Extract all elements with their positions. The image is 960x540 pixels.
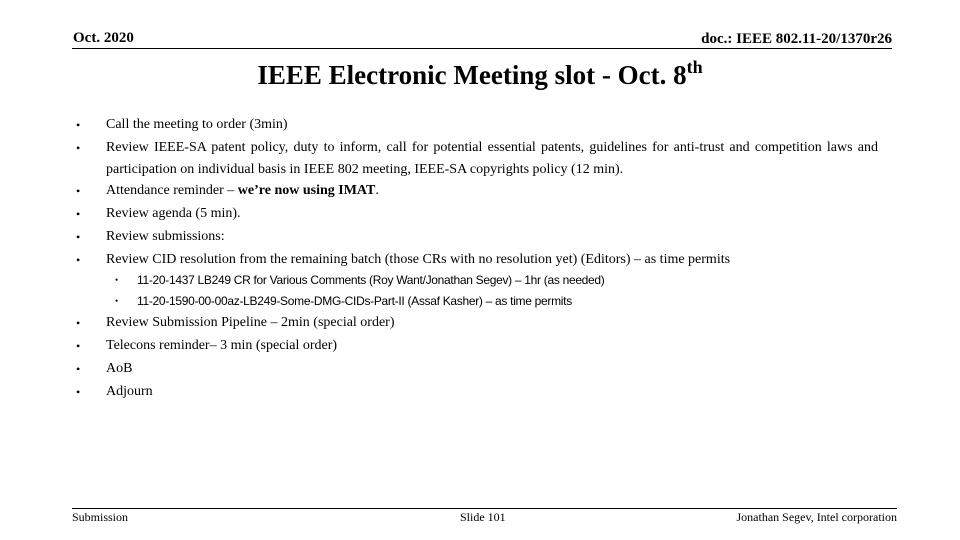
bullet: • xyxy=(76,339,81,353)
agenda-item-text: AoB xyxy=(106,361,133,376)
agenda-item-text: Adjourn xyxy=(106,384,153,399)
bullet: • xyxy=(115,296,118,306)
footer-slide-number: Slide 101 xyxy=(460,510,506,524)
agenda-item xyxy=(76,312,878,334)
bullet: • xyxy=(76,385,81,399)
footer-submission: Submission xyxy=(72,510,129,524)
agenda-item-text: Call the meeting to order (3min) xyxy=(106,117,288,132)
slide-title-text: IEEE Electronic Meeting slot - Oct. 8 xyxy=(257,60,687,90)
bullet: • xyxy=(76,184,81,198)
slide-title-superscript: th xyxy=(686,57,703,77)
header-date: Oct. 2020 xyxy=(73,30,134,46)
agenda-item-text: Review submissions: xyxy=(106,229,225,244)
agenda-subitem xyxy=(115,269,877,291)
footer-rule xyxy=(72,508,897,509)
agenda-item xyxy=(76,335,878,357)
bullet: • xyxy=(115,275,118,285)
agenda-item-text: Review CID resolution from the remaining batch (those CRs with no resolution yet) (Editors) – as time permits xyxy=(106,252,731,267)
agenda-item-text: Telecons reminder– 3 min (special order) xyxy=(106,338,338,353)
agenda-item xyxy=(76,137,878,181)
agenda-item xyxy=(76,114,878,136)
agenda-subitem-text: 11-20-1590-00-00az-LB249-Some-DMG-CIDs-Part-II (Assaf Kasher) – as time permits xyxy=(137,294,572,308)
agenda-item-text: Attendance reminder – xyxy=(106,183,238,198)
agenda-item xyxy=(76,358,878,380)
header-doc-id: doc.: IEEE 802.11-20/1370r26 xyxy=(701,31,892,47)
agenda-item xyxy=(76,180,878,202)
bullet: • xyxy=(76,141,81,155)
bullet: • xyxy=(76,207,81,221)
agenda-item xyxy=(76,226,878,248)
agenda-subitem-text: 11-20-1437 LB249 CR for Various Comments (Roy Want/Jonathan Segev) – 1hr (as needed) xyxy=(137,273,605,287)
agenda-item-text: Review IEEE-SA patent policy, duty to inform, call for potential essential patents, guidelines for anti-trust and competition laws and participation on individual basis in IEEE 802 meeting, IEEE-SA copyrights policy (12 min). xyxy=(106,140,878,177)
agenda-item-text: Review Submission Pipeline – 2min (special order) xyxy=(106,315,395,330)
agenda-item xyxy=(76,249,878,271)
bullet: • xyxy=(76,316,81,330)
agenda-item-emphasis: we’re now using IMAT xyxy=(237,183,376,198)
agenda-subitem xyxy=(115,290,877,312)
agenda-item-text: Review agenda (5 min). xyxy=(106,206,241,221)
agenda-item xyxy=(76,203,878,225)
agenda-item xyxy=(76,381,878,403)
bullet: • xyxy=(76,230,81,244)
agenda-item-suffix: . xyxy=(375,183,379,198)
footer-author: Jonathan Segev, Intel corporation xyxy=(736,510,897,524)
bullet: • xyxy=(76,253,81,267)
bullet: • xyxy=(76,362,81,376)
bullet: • xyxy=(76,118,81,132)
